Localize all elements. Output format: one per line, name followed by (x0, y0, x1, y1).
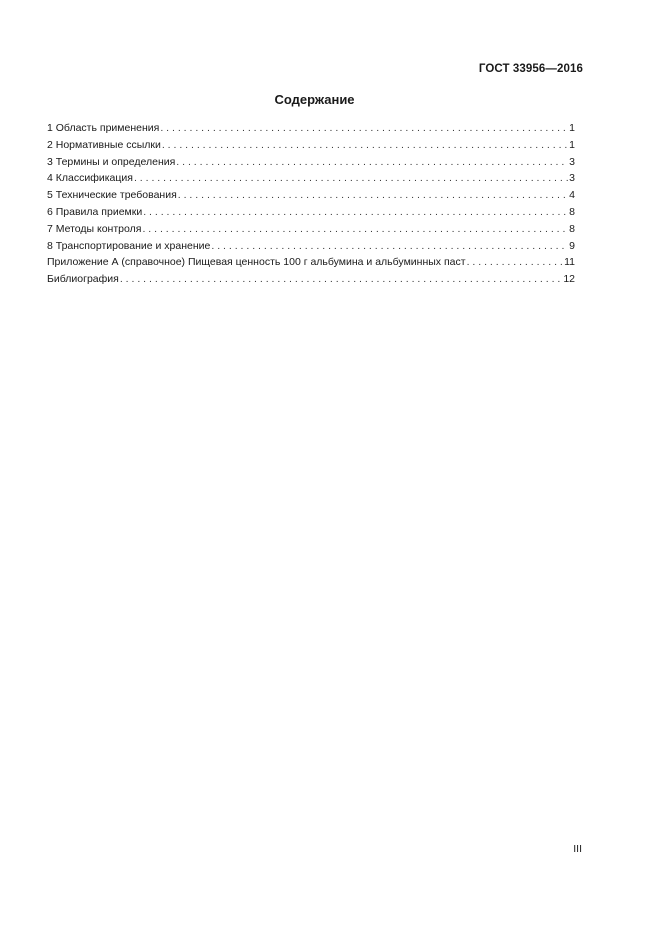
toc-entry-label: 5 Технические требования (47, 189, 177, 202)
toc-entry-label: Приложение А (справочное) Пищевая ценность 100 г альбумина и альбуминных паст (47, 256, 466, 269)
toc-entry-label: 1 Область применения (47, 122, 160, 134)
toc-entry-normative-references[interactable] (47, 137, 575, 154)
toc-leader-dots (178, 187, 568, 204)
toc-entry-test-methods[interactable] (47, 221, 575, 238)
toc-entry-appendix-a[interactable] (47, 254, 575, 271)
toc-entry-label: 2 Нормативные ссылки (47, 138, 161, 151)
toc-entry-page: 3 (569, 155, 575, 168)
toc-entry-page: 8 (569, 222, 575, 235)
toc-title: Содержание (274, 92, 355, 107)
toc-entry-page: 1 (569, 122, 575, 134)
toc-entry-label: 3 Термины и определения (47, 155, 176, 168)
toc-leader-dots (211, 238, 568, 255)
toc-leader-dots (176, 154, 568, 171)
toc-leader-dots (467, 254, 564, 271)
toc-entry-page: 1 (569, 138, 575, 151)
toc-leader-dots (143, 204, 568, 221)
toc-entry-classification[interactable] (47, 170, 575, 187)
toc-leader-dots (134, 170, 568, 187)
toc-entry-label: 6 Правила приемки (47, 205, 143, 218)
toc-leader-dots (160, 120, 568, 137)
toc-entry-page: 3 (569, 172, 575, 185)
toc-entry-page: 12 (563, 273, 575, 286)
toc-entry-terms-definitions[interactable] (47, 154, 575, 171)
toc-entry-page: 9 (569, 239, 575, 252)
toc-entry-technical-requirements[interactable] (47, 187, 575, 204)
toc-entry-acceptance-rules[interactable] (47, 204, 575, 221)
table-of-contents (47, 120, 575, 288)
toc-leader-dots (120, 271, 562, 288)
toc-leader-dots (142, 221, 568, 238)
page-number: III (573, 843, 582, 855)
toc-entry-transport-storage[interactable] (47, 238, 575, 255)
toc-leader-dots (162, 137, 568, 154)
toc-entry-label: Библиография (47, 273, 119, 286)
toc-entry-label: 4 Классификация (47, 172, 133, 185)
toc-entry-label: 7 Методы контроля (47, 222, 142, 235)
toc-entry-scope[interactable] (47, 120, 575, 137)
toc-entry-bibliography[interactable] (47, 271, 575, 288)
toc-entry-page: 11 (564, 256, 575, 269)
toc-entry-label: 8 Транспортирование и хранение (47, 239, 211, 252)
toc-entry-page: 8 (569, 205, 575, 218)
toc-entry-page: 4 (569, 189, 575, 202)
document-code: ГОСТ 33956—2016 (478, 63, 583, 75)
